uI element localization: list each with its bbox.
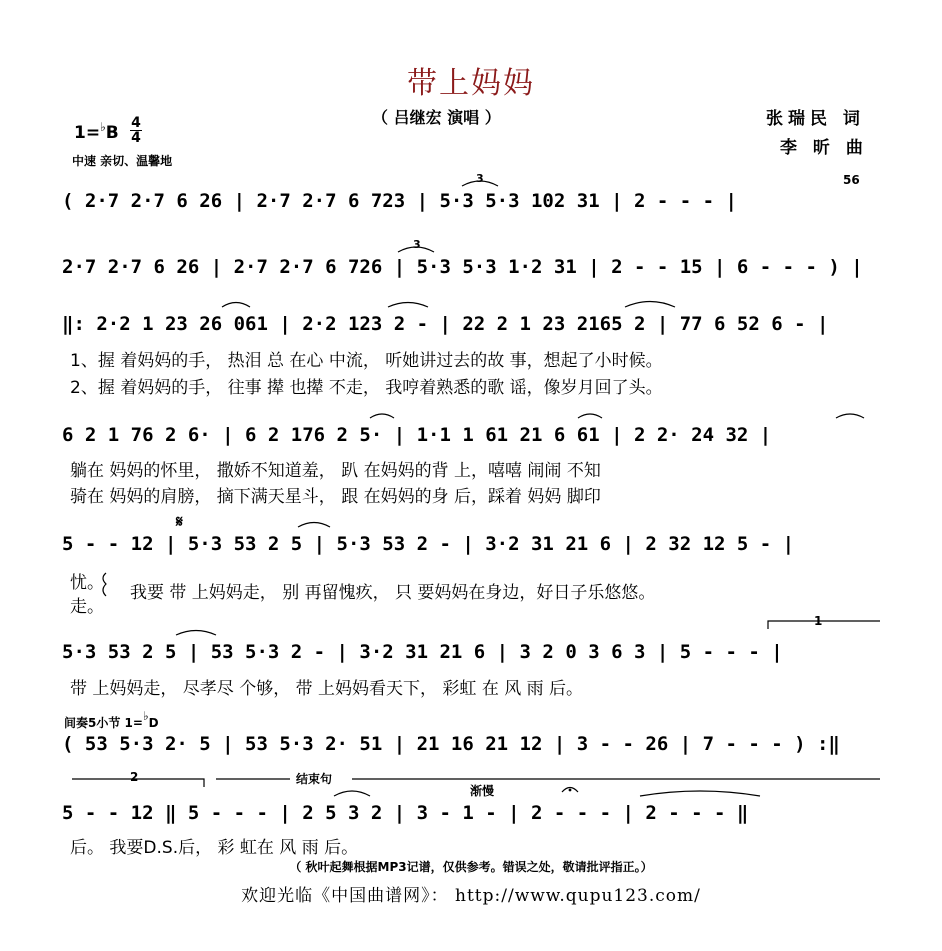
volta-2-bracket <box>72 779 204 787</box>
slur-mark <box>836 414 864 418</box>
segno-sign: 𝄋 <box>176 512 183 531</box>
lyric-row-6: 带 上妈妈走， 尽孝尽 个够， 带 上妈妈看天下， 彩虹 在 风 雨 后。 <box>70 679 584 699</box>
lyric-row-8: 后。 我要D.S.后， 彩 虹在 风 雨 后。 <box>70 838 359 858</box>
score-row-2: 2·7 2·7 6 26 | 2·7 2·7 6 726 | 5·3 5·3 1·2 31 | 2 - - 15 | 6 - - - ) | <box>62 256 863 278</box>
song-title: 带上妈妈 <box>407 66 535 101</box>
volta-1-label: 1 <box>814 614 823 628</box>
slur-mark <box>578 414 602 418</box>
slur-mark <box>298 523 330 528</box>
lyric-row-4-verse-2: 骑在 妈妈的肩膀， 摘下满天星斗， 跟 在妈妈的身 后，踩着 妈妈 脚印 <box>70 487 601 507</box>
score-row-6: 5·3 53 2 5 | 53 5·3 2 - | 3·2 31 21 6 | 3 2 0 3 6 3 | 5 - - - | <box>62 641 783 663</box>
score-row-7: ( 53 5·3 2· 5 | 53 5·3 2· 51 | 21 16 21 12 | 3 - - 26 | 7 - - - ) :‖ <box>62 733 840 755</box>
ritardando-label: 渐慢 <box>470 784 495 798</box>
fermata-dot <box>569 789 572 792</box>
score-row-4: 6 2 1 76 2 6· | 6 2 176 2 5· | 1·1 1 61 21 6 61 | 2 2· 24 32 | <box>62 424 772 446</box>
performer-credit: （ 吕继宏 演唱 ） <box>372 108 501 127</box>
site-credit[interactable]: 欢迎光临《中国曲谱网》： http://www.qupu123.com/ <box>241 886 701 906</box>
lyric-row-4-verse-1: 躺在 妈妈的怀里， 撒娇不知道羞， 趴 在妈妈的背 上，嘻嘻 闹闹 不知 <box>70 461 601 481</box>
slur-mark <box>370 414 394 418</box>
interlude-key-note: D <box>148 716 159 730</box>
lyric-row-3-verse-2: 2、握 着妈妈的手， 往事 撵 也撵 不走， 我哼着熟悉的歌 谣，像岁月回了头。 <box>70 378 663 398</box>
score-row-3: ‖: 2·2 1 23 26 061 | 2·2 123 2 - | 22 2 1 23 2165 2 | 77 6 52 6 - | <box>62 313 829 335</box>
volta-1-bracket <box>768 621 880 629</box>
lyric-row-5-common: 我要 带 上妈妈走， 别 再留愧疚， 只 要妈妈在身边，好日子乐悠悠。 <box>130 583 656 603</box>
triplet-mark-row-1: 3 <box>476 172 484 185</box>
volta-2-label: 2 <box>130 770 139 784</box>
meter-bottom: 4 <box>131 130 141 146</box>
lyric-row-5-verse-1: 忧。 <box>70 573 104 593</box>
interlude-text: 间奏5小节 1= <box>64 716 143 730</box>
lyric-row-5-verse-2: 走。 <box>70 597 104 617</box>
slur-mark <box>334 791 370 796</box>
key-label: 1= <box>74 123 101 143</box>
slur-mark <box>222 303 250 308</box>
pickup-notes: 56 <box>843 173 860 187</box>
composer-credit: 李 昕 曲 <box>780 138 868 158</box>
slur-mark <box>388 303 428 308</box>
end-section-label: 结束句 <box>296 772 333 786</box>
flat-sign: ♭ <box>100 120 106 134</box>
transcription-note: （ 秋叶起舞根据MP3记谱，仅供参考。错误之处，敬请批评指正。） <box>289 860 653 874</box>
tempo-marking: 中速 亲切、温馨地 <box>72 154 173 168</box>
meter-top: 4 <box>131 115 141 131</box>
triplet-mark-row-2: 3 <box>413 238 421 251</box>
lyricist-credit: 张瑞民 词 <box>766 109 865 129</box>
interlude-flat: ♭ <box>142 709 149 723</box>
key-note: B <box>105 123 119 143</box>
slur-mark <box>640 791 760 796</box>
score-row-5: 5 - - 12 | 5·3 53 2 5 | 5·3 53 2 - | 3·2 31 21 6 | 2 32 12 5 - | <box>62 533 795 555</box>
score-row-1: ( 2·7 2·7 6 26 | 2·7 2·7 6 723 | 5·3 5·3 102 31 | 2 - - - | <box>62 190 737 212</box>
verse-brace <box>103 573 106 596</box>
score-row-8: 5 - - 12 ‖ 5 - - - | 2 5 3 2 | 3 - 1 - | 2 - - - | 2 - - - ‖ <box>62 802 749 824</box>
slur-mark <box>176 631 216 636</box>
slur-mark <box>625 302 675 308</box>
lyric-row-3-verse-1: 1、握 着妈妈的手， 热泪 总 在心 中流， 听她讲过去的故 事，想起了小时候。 <box>70 351 663 371</box>
